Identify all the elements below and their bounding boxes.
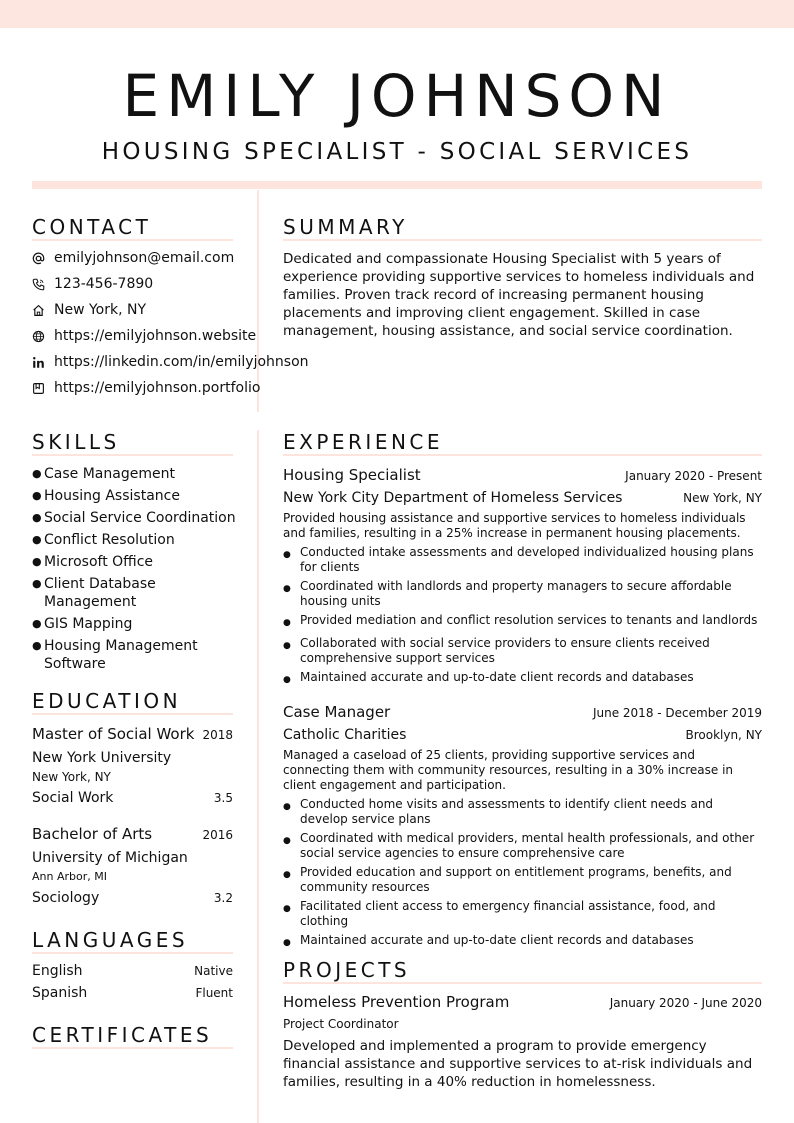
experience-heading: EXPERIENCE — [283, 430, 444, 454]
job-bullet: ● Conducted intake assessments and developed individualized housing plans for clients — [283, 545, 754, 574]
contact-portfolio[interactable] — [32, 378, 332, 398]
job-bullet: ● Maintained accurate and up-to-date client records and databases — [283, 933, 694, 948]
education-entry-1-field — [32, 790, 233, 806]
job-2-company-row — [283, 727, 762, 743]
summary-heading: SUMMARY — [283, 215, 408, 239]
job-bullet: ● Coordinated with medical providers, mental health professionals, and other social service agencies to ensure comprehensive care — [283, 831, 755, 860]
job-summary: Managed a caseload of 25 clients, providing supportive services and connecting them with community resources, resulting in a 30% increase in client engagement and participation. — [283, 748, 734, 792]
skill-item: ● Case Management — [32, 466, 175, 482]
education-gpa: 3.5 — [213, 791, 233, 805]
education-heading-rule — [32, 713, 233, 715]
job-company: New York City Department of Homeless Services — [283, 490, 623, 506]
education-location: Ann Arbor, MI — [32, 870, 107, 883]
summary-heading-rule — [283, 239, 762, 241]
projects-heading: PROJECTS — [283, 958, 411, 982]
contact-heading-rule — [32, 239, 233, 241]
education-heading: EDUCATION — [32, 689, 182, 713]
education-entry-2-header — [32, 825, 233, 843]
phone-icon — [32, 278, 54, 291]
job-dates: January 2020 - Present — [625, 469, 762, 483]
job-2-header — [283, 703, 762, 721]
job-dates: June 2018 - December 2019 — [592, 706, 762, 720]
language-level: Fluent — [195, 986, 233, 1000]
job-bullet: ● Provided mediation and conflict resolution services to tenants and landlords — [283, 613, 758, 628]
summary-text: Dedicated and compassionate Housing Specialist with 5 years of experience providing supportive services to homeless individuals and families. Proven track record of increasing permanent housing placements and improving client engagement. Skilled in case management, housing assistance, and social service coordination. — [283, 251, 755, 339]
languages-heading-rule — [32, 952, 233, 954]
linkedin-icon — [32, 356, 54, 369]
job-bullet: ● Maintained accurate and up-to-date client records and databases — [283, 670, 694, 685]
education-entry-1-header — [32, 725, 233, 743]
education-gpa: 3.2 — [213, 891, 233, 905]
language-row — [32, 963, 233, 979]
education-location: New York, NY — [32, 770, 111, 784]
certificates-heading-rule — [32, 1047, 233, 1049]
education-degree: Bachelor of Arts — [32, 825, 153, 843]
education-year: 2016 — [202, 828, 233, 842]
job-1-header — [283, 466, 762, 484]
language-name: Spanish — [32, 985, 88, 1001]
job-bullet: ● Coordinated with landlords and property managers to secure affordable housing units — [283, 579, 732, 608]
contact-portfolio-text: https://emilyjohnson.portfolio — [54, 380, 261, 396]
skill-item: ● GIS Mapping — [32, 616, 133, 632]
language-row — [32, 985, 233, 1001]
certificates-heading: CERTIFICATES — [32, 1023, 213, 1047]
education-year: 2018 — [202, 728, 233, 742]
skills-heading-rule — [32, 454, 233, 456]
skill-item: ● Housing Assistance — [32, 488, 180, 504]
skill-item: ● Microsoft Office — [32, 554, 154, 570]
languages-heading: LANGUAGES — [32, 928, 189, 952]
skills-list — [32, 465, 247, 677]
skill-item: ● Housing Management Software — [32, 638, 198, 672]
contact-email-text: emilyjohnson@email.com — [54, 250, 235, 266]
job-location: New York, NY — [683, 491, 762, 505]
job-bullet: ● Provided education and support on entitlement programs, benefits, and community resources — [283, 865, 732, 894]
skill-item: ● Client Database Management — [32, 576, 156, 610]
project-name: Homeless Prevention Program — [283, 993, 510, 1011]
education-degree: Master of Social Work — [32, 725, 195, 743]
job-location: Brooklyn, NY — [685, 728, 762, 742]
job-bullet: ● Facilitated client access to emergency financial assistance, food, and clothing — [283, 899, 716, 928]
education-field: Social Work — [32, 790, 114, 806]
education-entry-2-field — [32, 890, 233, 906]
language-name: English — [32, 963, 83, 979]
education-field: Sociology — [32, 890, 100, 906]
contact-heading: CONTACT — [32, 215, 152, 239]
contact-linkedin[interactable] — [32, 352, 332, 372]
project-description: Developed and implemented a program to provide emergency financial assistance and supportive services to at-risk individuals and families, resulting in a 40% reduction in homelessness. — [283, 1038, 753, 1090]
education-school: University of Michigan — [32, 850, 188, 866]
home-icon — [32, 304, 54, 317]
contact-website-text: https://emilyjohnson.website — [54, 328, 257, 344]
header-divider — [32, 181, 762, 189]
at-icon — [32, 252, 54, 265]
project-role: Project Coordinator — [283, 1017, 399, 1031]
job-2-bullets — [283, 797, 763, 956]
skills-heading: SKILLS — [32, 430, 120, 454]
candidate-name: EMILY JOHNSON — [122, 62, 672, 130]
contact-location-text: New York, NY — [54, 302, 147, 318]
job-summary: Provided housing assistance and supportive services to homeless individuals and families, resulting in a 25% increase in permanent housing placements. — [283, 511, 746, 540]
contact-linkedin-text: https://linkedin.com/in/emilyjohnson — [54, 354, 309, 370]
top-accent-bar — [0, 0, 794, 28]
projects-heading-rule — [283, 982, 762, 984]
candidate-title: HOUSING SPECIALIST - SOCIAL SERVICES — [101, 139, 693, 165]
skill-item: ● Conflict Resolution — [32, 532, 175, 548]
globe-icon — [32, 330, 54, 343]
column-divider-bottom — [257, 430, 259, 1123]
experience-heading-rule — [283, 454, 762, 456]
contact-phone-text: 123-456-7890 — [54, 276, 154, 292]
job-title: Housing Specialist — [283, 466, 421, 484]
job-title: Case Manager — [283, 703, 391, 721]
job-1-company-row — [283, 490, 762, 506]
project-header — [283, 993, 762, 1011]
job-1-bullets — [283, 545, 763, 693]
job-bullet: ● Collaborated with social service providers to ensure clients received comprehensive support services — [283, 636, 710, 665]
job-bullet: ● Conducted home visits and assessments to identify client needs and develop service plans — [283, 797, 714, 826]
skill-item: ● Social Service Coordination — [32, 510, 236, 526]
language-level: Native — [194, 964, 233, 978]
education-school: New York University — [32, 750, 172, 766]
project-dates: January 2020 - June 2020 — [609, 996, 762, 1010]
job-company: Catholic Charities — [283, 727, 407, 743]
portfolio-icon — [32, 382, 54, 395]
